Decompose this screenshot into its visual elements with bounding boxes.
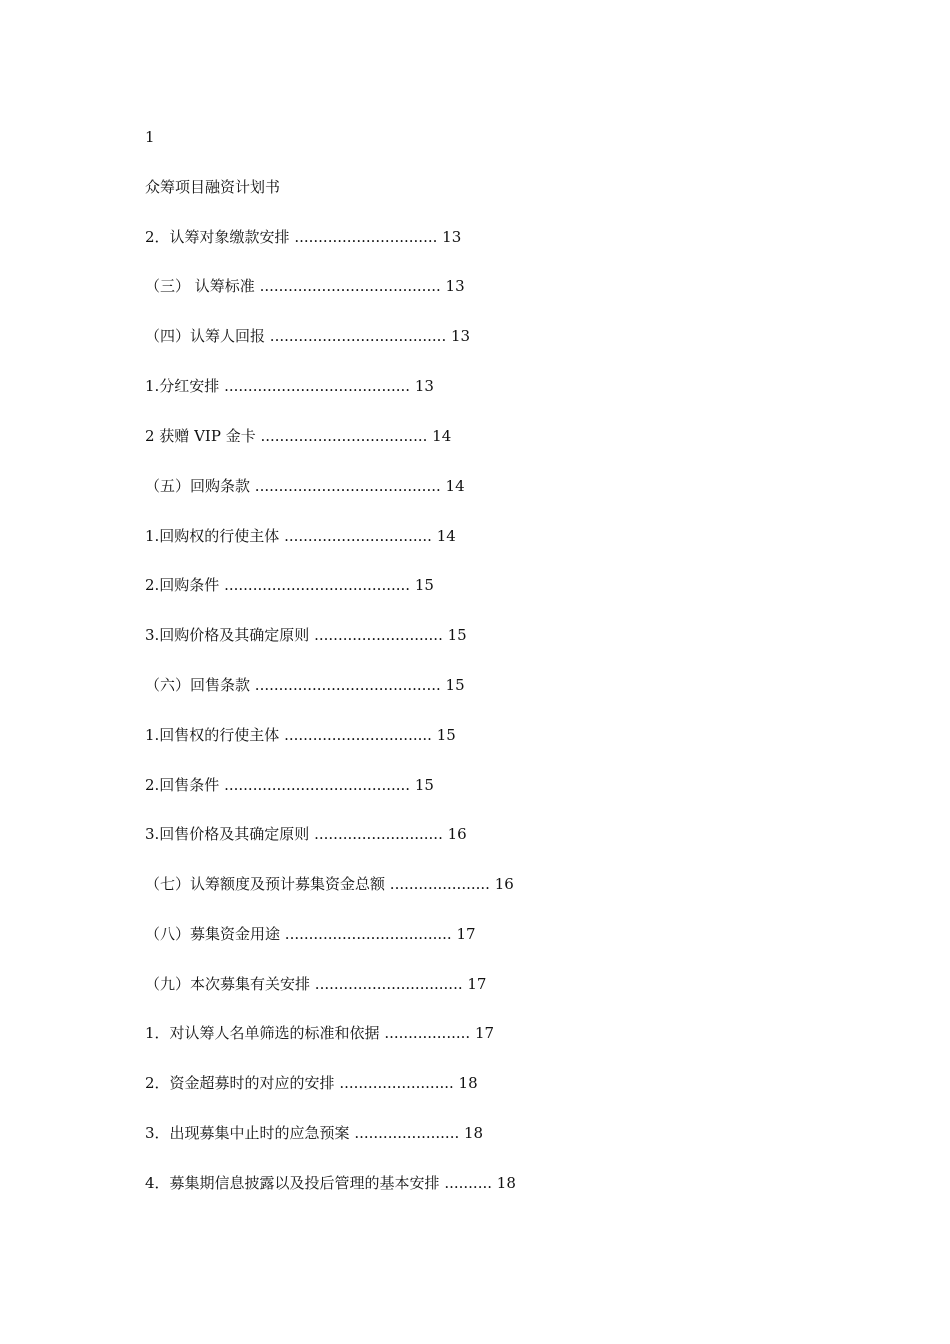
toc-entry [145,276,465,296]
toc-entry [145,675,465,695]
toc-entry-label: 2.回售条件 [145,776,220,794]
document-title: 众筹项目融资计划书 [145,178,281,196]
toc-entry-label: （四）认筹人回报 [145,327,266,345]
toc-entry [145,924,476,944]
toc-entry-page: 16 [447,825,467,843]
toc-entry-label: （九）本次募集有关安排 [145,975,311,993]
toc-entry-label: 1.分红安排 [145,377,220,395]
toc-entry-label: 2.回购条件 [145,576,220,594]
toc-entry-page: 15 [414,576,434,594]
toc-entry-label: 3.回购价格及其确定原则 [145,626,310,644]
toc-entry-page: 18 [496,1174,516,1192]
toc-entry-leader: ............................... [314,975,463,993]
toc-entry-page: 15 [445,676,465,694]
toc-entry-leader: ........................... [314,825,443,843]
toc-entry-leader: ............................... [284,527,432,545]
toc-entry-page: 14 [436,527,456,545]
toc-entry-page: 17 [474,1024,495,1042]
toc-entry-page: 18 [458,1074,478,1092]
toc-entry-leader: ....................................... [254,477,441,495]
toc-entry-label: （八）募集资金用途 [145,925,281,943]
toc-entry-page: 13 [414,377,434,395]
toc-entry-leader: ..................... [389,875,490,893]
toc-entry [145,824,467,844]
toc-entry-page: 18 [464,1124,484,1142]
toc-entry [145,476,465,496]
toc-entry [145,1123,483,1143]
toc-entry-label: 1．对认筹人名单筛选的标准和依据 [145,1024,380,1042]
toc-entry-leader: ........................ [339,1074,454,1092]
toc-entry [145,526,456,546]
toc-entry-label: （七）认筹额度及预计募集资金总额 [145,875,386,893]
toc-entry [145,625,467,645]
toc-entry-page: 16 [494,875,514,893]
toc-entry-page: 17 [467,975,487,993]
toc-entry-leader: ....................................... [254,676,441,694]
toc-entry-page: 15 [447,626,467,644]
toc-entry [145,725,456,745]
toc-entry-leader: .......... [444,1174,493,1192]
toc-entry-leader: ...................... [354,1124,460,1142]
toc-entry-page: 14 [445,477,465,495]
toc-entry [145,874,514,894]
toc-entry [145,376,434,396]
toc-entry-leader: .............................. [294,228,438,246]
toc-entry-page: 13 [451,327,471,345]
page-number: 1 [145,128,155,146]
toc-entry-page: 15 [414,776,434,794]
toc-entry-page: 14 [432,427,452,445]
toc-entry-leader: ............................... [284,726,432,744]
toc-entry-label: 2．资金超募时的对应的安排 [145,1074,335,1092]
toc-entry-label: 4．募集期信息披露以及投后管理的基本安排 [145,1174,440,1192]
toc-entry-label: 3．出现募集中止时的应急预案 [145,1124,350,1142]
toc-entry [145,1023,494,1043]
toc-entry [145,227,461,247]
toc-entry-label: 2．认筹对象缴款安排 [145,228,290,246]
toc-entry [145,775,434,795]
toc-entry-label: 3.回售价格及其确定原则 [145,825,310,843]
toc-entry-leader: ....................................... [224,377,411,395]
toc-entry-leader: ....................................... [224,776,411,794]
toc-entry [145,1173,516,1193]
toc-entry-leader: ..................................... [269,327,447,345]
toc-entry-page: 13 [442,228,462,246]
toc-entry-label: 1.回售权的行使主体 [145,726,280,744]
toc-entry-label: 1.回购权的行使主体 [145,527,280,545]
toc-entry [145,575,434,595]
toc-entry [145,326,470,346]
toc-entry-label: （五）回购条款 [145,477,251,495]
toc-entry-leader: ................................... [260,427,428,445]
toc-entry-label: （三） 认筹标准 [145,277,255,295]
toc-entry-page: 15 [436,726,456,744]
toc-entry-leader: ....................................... [224,576,411,594]
toc-entry [145,1073,478,1093]
toc-entry [145,426,451,446]
toc-entry-leader: .................. [384,1024,471,1042]
toc-entry-leader: ........................... [314,626,443,644]
toc-entry-leader: ...................................... [259,277,441,295]
toc-entry-page: 13 [445,277,465,295]
toc-entry-label: （六）回售条款 [145,676,251,694]
toc-entry-label: 2 获赠 VIP 金卡 [145,427,256,445]
toc-entry-leader: ................................... [284,925,452,943]
toc-entry [145,974,486,994]
toc-entry-page: 17 [456,925,476,943]
